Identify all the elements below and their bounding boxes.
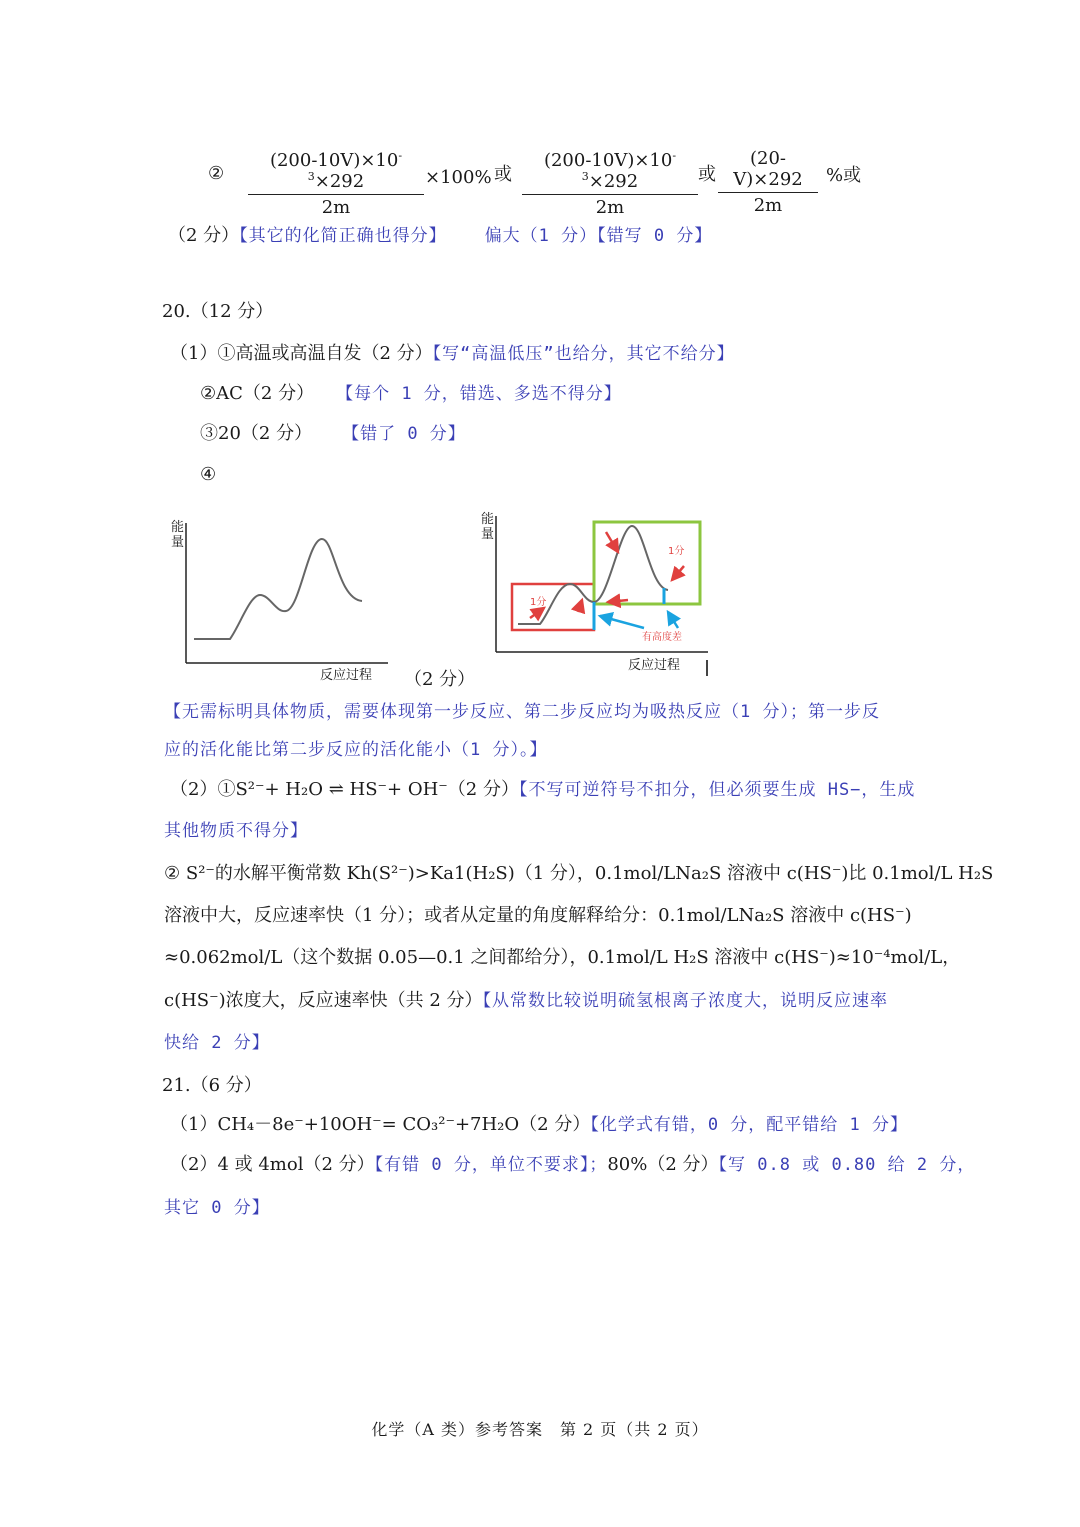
step2-score-label: 1分 (668, 546, 685, 557)
q20-part2-item2-line3: ≈0.062mol/L（这个数据 0.05—0.1 之间都给分），0.1mol/L H₂S 溶液中 c(HS⁻)≈10⁻⁴mol/L， (164, 947, 961, 968)
q20-part2-item1-cont: 其他物质不得分】 (164, 821, 308, 841)
graph-right-xlabel: 反应过程 (628, 658, 681, 673)
or-word-2: 或 (698, 164, 716, 185)
graph-right-ylabel: 能量 (481, 512, 495, 542)
fraction-3-numerator: (20-V)×292 (733, 148, 803, 190)
or-word-1: 或 (494, 164, 512, 185)
cursor-mark (706, 660, 708, 676)
page-footer: 化学（A 类）参考答案 第 2 页（共 2 页） (371, 1420, 709, 1439)
energy-graph-right (478, 508, 718, 678)
fraction-1: $(200-10V)\times 10^{-3}\times 292$ 2m (248, 150, 424, 218)
q19-score-line: （2 分）【其它的化简正确也得分】 偏大（1 分）【错写 0 分】 (168, 225, 713, 246)
q21-part2-cont: 其它 0 分】 (164, 1198, 270, 1218)
circle-number: ② (208, 163, 225, 184)
q20-part1-item1: （1）①高温或高温自发（2 分）【写“高温低压”也给分，其它不给分】 (170, 343, 735, 364)
q20-part2-item2-line1: ② S²⁻的水解平衡常数 Kh(S²⁻)>Ka1(H₂S)（1 分），0.1mol/LNa₂S 溶液中 c(HS⁻)比 0.1mol/L H₂S (164, 863, 994, 884)
q20-part2-item2-line5: 快给 2 分】 (164, 1033, 270, 1053)
q21-part1: （1）CH₄－8e⁻+10OH⁻= CO₃²⁻+7H₂O（2 分）【化学式有错，0 分，配平错给 1 分】 (170, 1114, 909, 1135)
graph-left-xlabel: 反应过程 (320, 668, 373, 683)
q20-part1-item2: ②AC（2 分） 【每个 1 分，错选、多选不得分】 (200, 383, 622, 404)
q20-part2-item2-line4: c(HS⁻)浓度大，反应速率快（共 2 分）【从常数比较说明硫氢根离子浓度大，说明反应速率 (164, 990, 889, 1011)
fraction-1-numerator: (200-10V)×10 (269, 150, 399, 171)
q20-part2-item2-line2: 溶液中大，反应速率快（1 分）；或者从定量的角度解释给分：0.1mol/LNa₂S 溶液中 c(HS⁻) (164, 905, 912, 926)
fraction-3-denominator: 2m (753, 195, 783, 216)
q20-part2-item1: （2）①S²⁻+ H₂O ⇌ HS⁻+ OH⁻（2 分）【不写可逆符号不扣分，但必须要生成 HS−，生成 (170, 779, 916, 800)
fraction-2-denominator: 2m (595, 197, 625, 218)
step2-box (594, 522, 700, 604)
fraction-2: $(200-10V)\times 10^{-3}\times 292$ 2m (522, 150, 698, 218)
q20-note-line1: 【无需标明具体物质，需要体现第一步反应、第二步反应均为吸热反应（1 分）；第一步反 (164, 702, 880, 722)
q20-note-line2: 应的活化能比第二步反应的活化能小（1 分）。】 (164, 740, 548, 760)
q20-header: 20.（12 分） (162, 301, 274, 322)
height-diff-label: 有高度差 (642, 632, 682, 643)
fraction-1-suffix: ×100% (425, 167, 492, 188)
step1-score-label: 1分 (530, 597, 547, 608)
fraction-3-suffix: %或 (826, 165, 862, 186)
q20-part1-item3: ③20（2 分） 【错了 0 分】 (200, 423, 466, 444)
graph-score: （2 分） (404, 669, 476, 690)
graph-left-ylabel: 能量 (171, 520, 185, 550)
q21-part2: （2）4 或 4mol（2 分）【有错 0 分，单位不要求】；80%（2 分）【写 0.8 或 0.80 给 2 分， (170, 1154, 976, 1175)
fraction-1-denominator: 2m (321, 197, 351, 218)
q20-part1-item4: ④ (200, 464, 217, 485)
fraction-2-numerator: (200-10V)×10 (543, 150, 673, 171)
fraction-3 (718, 148, 818, 216)
q21-header: 21.（6 分） (162, 1075, 262, 1096)
energy-graph-left (168, 515, 388, 685)
